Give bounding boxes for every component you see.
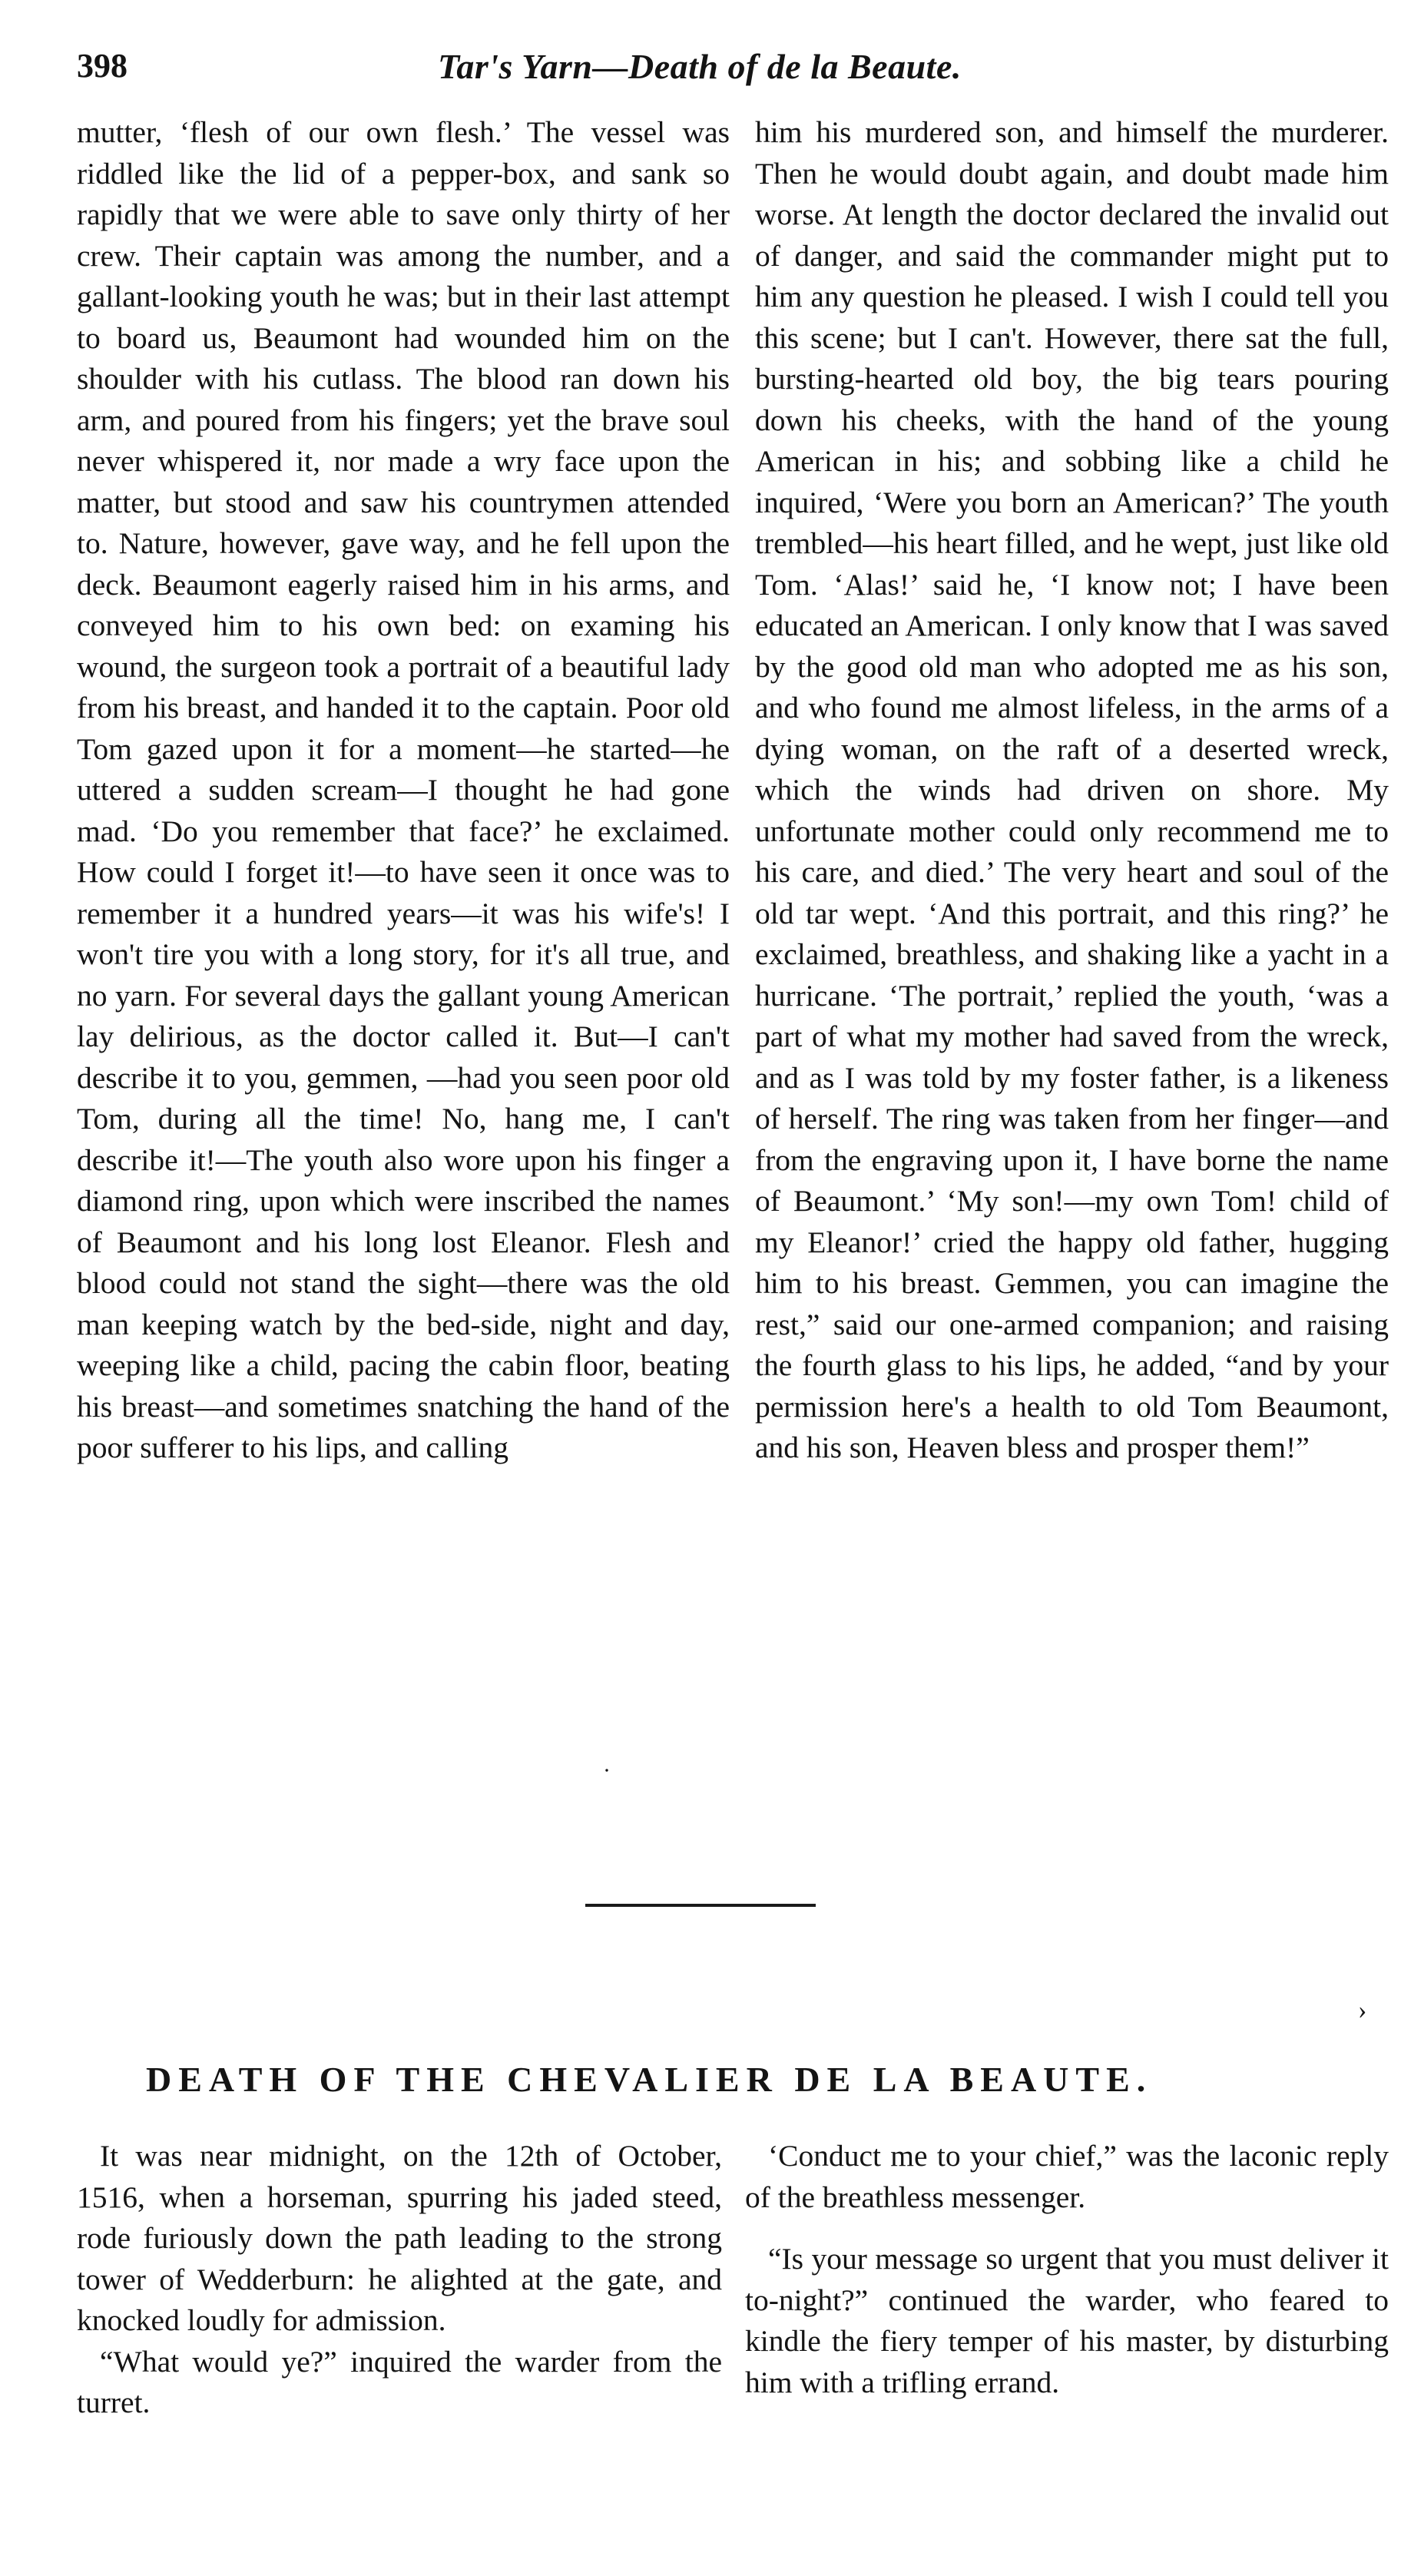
- stray-corner-mark: ›: [1358, 1996, 1367, 2024]
- section-divider-rule: [585, 1904, 816, 1907]
- continued-story-left-column: [77, 112, 730, 1756]
- article-paragraph-4: “Is your message so urgent that you must deliver it to-night?” continued the warder, who feared to kindle the fiery temper of his master, by disturbing him with a trifling errand.: [745, 2242, 1389, 2399]
- continued-story-text-right: him his murdered son, and himself the murderer. Then he would doubt again, and doubt made him worse. At length the doctor declared the invalid out of danger, and said the commander might put to him any question he pleased. I wish I could tell you this scene; but I can't. However, there sat the full, bursting-hearted old boy, the big tears pouring down his cheeks, with the hand of the young American in his; and sobbing like a child he inquired, ‘Were you born an American?’ The youth trembled—his heart filled, and he wept, just like old Tom. ‘Alas!’ said he, ‘I know not; I have been educated an American. I only know that I was saved by the good old man who adopted me as his son, and who found me almost lifeless, in the arms of a dying woman, on the raft of a deserted wreck, which the winds had driven on shore. My unfortunate mother could only recommend me to his care, and died.’ The very heart and soul of the old tar wept. ‘And this portrait, and this ring?’ he exclaimed, breathless, and shaking like a yacht in a hurricane. ‘The portrait,’ replied the youth, ‘was a part of what my mother had saved from the wreck, and as I was told by my foster father, is a likeness of herself. The ring was taken from her finger—and from the engraving upon it, I have borne the name of Beaumont.’ ‘My son!—my own Tom! child of my Eleanor!’ cried the happy old father, hugging him to his breast. Gemmen, you can imagine the rest,” said our one-armed companion; and raising the fourth glass to his lips, he added, “and by your permission here's a health to old Tom Beaumont, and his son, Heaven bless and prosper them!”: [755, 115, 1389, 1464]
- article-right-column: [745, 2136, 1389, 2535]
- article-paragraph-2: “What would ye?” inquired the warder from the turret.: [77, 2344, 722, 2419]
- article-paragraph-3: ‘Conduct me to your chief,” was the laconic reply of the breathless messenger.: [745, 2139, 1389, 2214]
- continued-story-text-left: mutter, ‘flesh of our own flesh.’ The vessel was riddled like the lid of a pepper-box, and sank so rapidly that we were able to save only thirty of her crew. Their captain was among the number, and a gallant-looking youth he was; but in their last attempt to board us, Beaumont had wounded him on the shoulder with his cutlass. The blood ran down his arm, and poured from his fingers; yet the brave soul never whispered it, nor made a wry face upon the matter, but stood and saw his countrymen attended to. Nature, however, gave way, and he fell upon the deck. Beaumont eagerly raised him in his arms, and conveyed him to his own bed: on examing his wound, the surgeon took a portrait of a beautiful lady from his breast, and handed it to the captain. Poor old Tom gazed upon it for a moment—he started—he uttered a sudden scream—I thought he had gone mad. ‘Do you remember that face?’ he exclaimed. How could I forget it!—to have seen it once was to remember it a hundred years—it was his wife's! I won't tire you with a long story, for it's all true, and no yarn. For several days the gallant young American lay delirious, as the doctor called it. But—I can't describe it to you, gemmen, —had you seen poor old Tom, during all the time! No, hang me, I can't describe it!—The youth also wore upon his finger a diamond ring, upon which were inscribed the names of Beaumont and his long lost Eleanor. Flesh and blood could not stand the sight—there was the old man keeping watch by the bed-side, night and day, weeping like a child, pacing the cabin floor, beating his breast—and sometimes snatching the hand of the poor sufferer to his lips, and calling: [77, 115, 730, 1464]
- article-title: DEATH OF THE CHEVALIER DE LA BEAUTE.: [146, 2060, 1153, 2099]
- page-header: [77, 46, 1367, 100]
- continued-story-right-column: [755, 112, 1389, 1756]
- article-left-column: [77, 2136, 722, 2535]
- running-title: Tar's Yarn—Death of de la Beaute.: [438, 47, 962, 86]
- article-paragraph-1: It was near midnight, on the 12th of October, 1516, when a horseman, spurring his jaded steed, rode furiously down the path leading to the strong tower of Wedderburn: he alighted at the gate, and knocked loudly for admission.: [77, 2139, 722, 2337]
- page-number: 398: [77, 47, 128, 85]
- stray-dot-mark: ·: [603, 1758, 611, 1783]
